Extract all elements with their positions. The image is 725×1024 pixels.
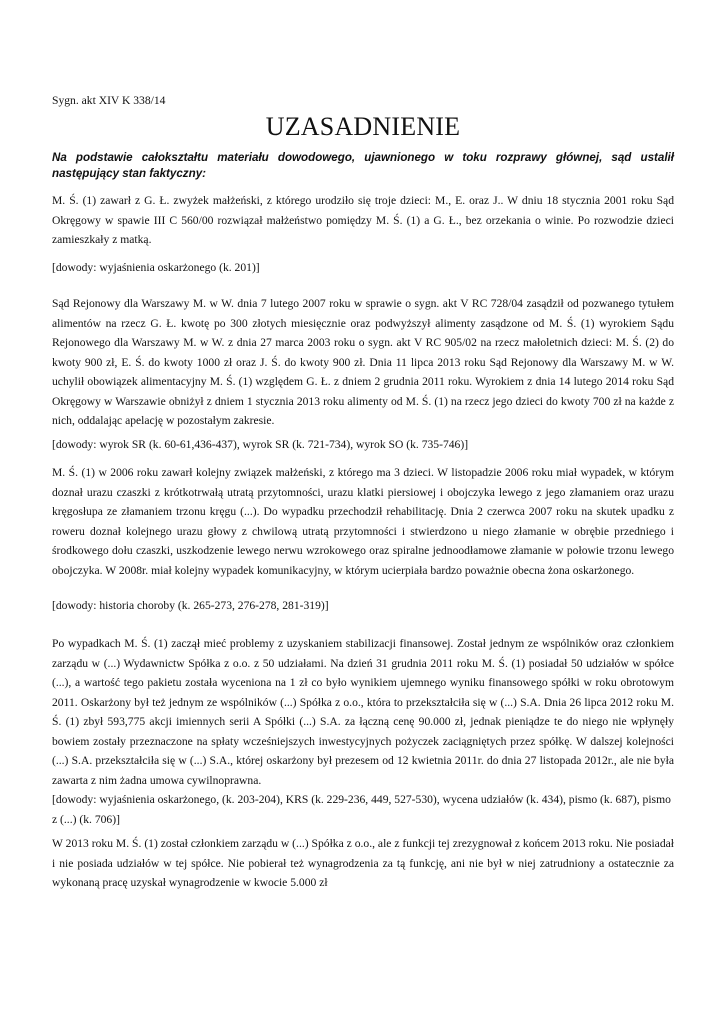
paragraph-alimony: Sąd Rejonowy dla Warszawy M. w W. dnia 7 lutego 2007 roku w sprawie o sygn. akt V RC 728/04 zasądził od pozwanego tytułem alimentów na rzecz G. Ł. kwotę po 300 złotych miesięcznie oraz podwyższył alimenty zasądzone od M. Ś. (1) wyrokiem Sądu Rejonowego dla Warszawy M. w W. z dnia 27 marca 2003 roku o sygn. akt V RC 905/02 na rzecz małoletnich dzieci: M. Ś. (2) do kwoty 900 zł, E. Ś. do kwoty 1000 zł oraz J. Ś. do kwoty 900 zł. Dnia 11 lipca 2013 roku Sąd Rejonowy dla Warszawy M. w W. uchylił obowiązek alimentacyjny M. Ś. (1) względem G. Ł. z dniem 2 grudnia 2011 roku. Wyrokiem z dnia 14 lutego 2014 roku Sąd Okręgowy w Warszawie obniżył z dniem 1 stycznia 2013 roku alimenty od M. Ś. (1) na rzecz jego dzieci do kwoty 700 zł na każde z nich, oddalając apelację w pozostałym zakresie. [52, 297, 674, 427]
evidence-citation: [dowody: wyjaśnienia oskarżonego (k. 201)] [52, 261, 260, 274]
case-signature: Sygn. akt XIV K 338/14 [52, 94, 166, 107]
paragraph-accidents: M. Ś. (1) w 2006 roku zawarł kolejny związek małżeński, z którego ma 3 dzieci. W listopadzie 2006 roku miał wypadek, w którym doznał urazu czaszki z krótkotrwałą utratą przytomności, urazu klatki piersiowej i obojczyka lewego z jego złamaniem oraz urazu kręgosłupa ze złamaniem trzonu kręgu (...). Do wypadku przechodził rehabilitację. Dnia 2 czerwca 2007 roku na skutek upadku z roweru doznał kolejnego urazu głowy z chwilową utratą przytomności i stwierdzono u niego złamanie w obrębie przedniego i środkowego dołu czaszki, uszkodzenie lewego nerwu wzrokowego oraz spiralne jednoodłamowe złamanie w połowie trzonu lewego obojczyka. W 2008r. miał kolejny wypadek komunikacyjny, w którym ucierpiała bardzo poważnie obecna żona oskarżonego. [52, 466, 674, 577]
evidence-citation: [dowody: wyjaśnienia oskarżonego, (k. 203-204), KRS (k. 229-236, 449, 527-530), wycena udziałów (k. 434), pismo (k. 687), pismo z (...) (k. 706)] [52, 793, 671, 826]
intro-statement: Na podstawie całokształtu materiału dowodowego, ujawnionego w toku rozprawy głównej, sąd ustalił następujący stan faktyczny: [52, 151, 674, 180]
evidence-citation: [dowody: wyrok SR (k. 60-61,436-437), wyrok SR (k. 721-734), wyrok SO (k. 735-746)] [52, 438, 469, 451]
paragraph-marriage: M. Ś. (1) zawarł z G. Ł. zwyżek małżeński, z którego urodziło się troje dzieci: M., E. oraz J.. W dniu 18 stycznia 2001 roku Sąd Okręgowy w spawie III C 560/00 rozwiązał małżeństwo pomiędzy M. Ś. (1) a G. Ł., bez orzekania o winie. Po rozwodzie dzieci zamieszkały z matką. [52, 194, 674, 246]
document-title: UZASADNIENIE [265, 112, 461, 141]
evidence-citation: [dowody: historia choroby (k. 265-273, 276-278, 281-319)] [52, 599, 329, 612]
paragraph-finances: Po wypadkach M. Ś. (1) zaczął mieć problemy z uzyskaniem stabilizacji finansowej. Został jednym ze wspólników oraz członkiem zarządu w (...) Wydawnictw Spółka z o.o. z 50 udziałami. Na dzień 31 grudnia 2011 roku M. Ś. (1) posiadał 50 udziałów w spółce (...), a wartość tego pakietu została wyceniona na 1 zł co było wynikiem ujemnego wyniku finansowego spółki w roku obrotowym 2011. Oskarżony był też jednym ze wspólników (...) Spółka z o.o., która to przekształciła się w (...) S.A. Dnia 26 lipca 2012 roku M. Ś. (1) zbył 593,775 akcji imiennych serii A Spółki (...) S.A. za łączną cenę 90.000 zł, jednak pieniądze te do niego nie wpłynęły bowiem zostały przeznaczone na spłaty wcześniejszych inwestycyjnych pożyczek zaciągniętych przez spółkę. W dalszej kolejności (...) S.A. przekształciła się w (...) S.A., której oskarżony był prezesem od 12 kwietnia 2011r. do dnia 27 listopada 2012r., ale nie była zawarta z nim żadna umowa cywilnoprawna. [52, 637, 674, 787]
paragraph-board-membership: W 2013 roku M. Ś. (1) został członkiem zarządu w (...) Spółka z o.o., ale z funkcji tej zrezygnował z końcem 2013 roku. Nie posiadał i nie posiada udziałów w tej spółce. Nie pobierał też wynagrodzenia za tą funkcję, ani nie był w niej zatrudniony a ostatecznie za wykonaną pracę uzyskał wynagrodzenie w kwocie 5.000 zł [52, 837, 674, 889]
